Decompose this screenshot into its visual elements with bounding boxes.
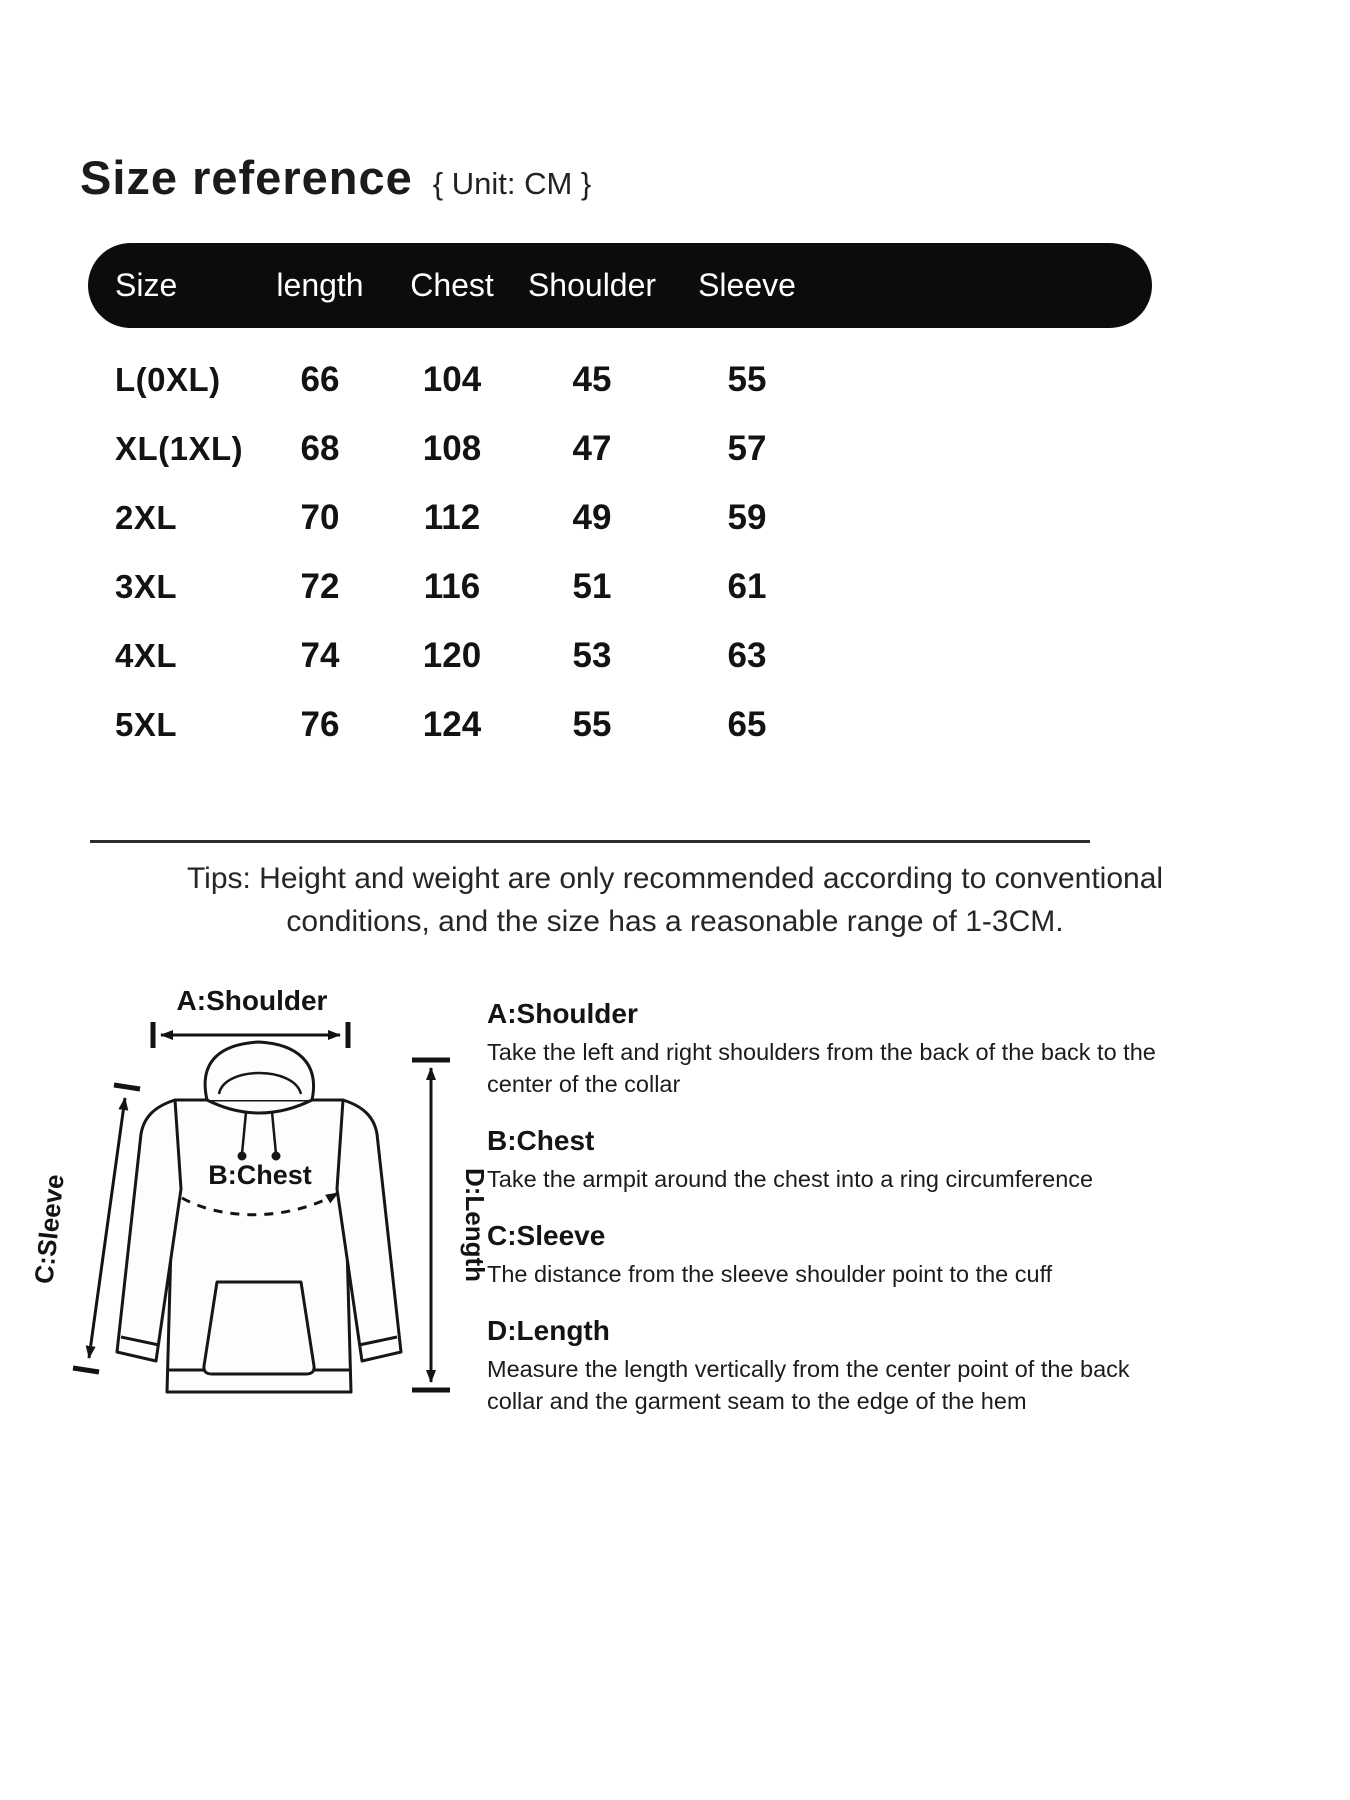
length-cell: 72 bbox=[300, 566, 340, 606]
definition-term-shoulder: A:Shoulder bbox=[487, 998, 638, 1029]
definition-desc-sleeve: The distance from the sleeve shoulder point to the cuff bbox=[487, 1260, 1053, 1287]
chest-cell: 116 bbox=[423, 566, 481, 606]
hoodie-measurement-diagram bbox=[20, 982, 490, 1452]
hoodie-illustration bbox=[117, 1042, 401, 1392]
size-cell: XL(1XL) bbox=[115, 429, 244, 467]
definition-desc-chest: Take the armpit around the chest into a ring circumference bbox=[487, 1165, 1094, 1192]
sleeve-label: C:Sleeve bbox=[28, 1172, 70, 1286]
size-cell: 4XL bbox=[115, 636, 178, 674]
size-table-body bbox=[88, 345, 1152, 759]
shoulder-cell: 55 bbox=[572, 704, 612, 744]
chest-label: B:Chest bbox=[208, 1160, 312, 1190]
definition-desc-shoulder: Take the left and right shoulders from the back of the back to the center of the collar bbox=[487, 1039, 1156, 1097]
sleeve-cell: 57 bbox=[727, 428, 767, 468]
chest-cell: 120 bbox=[422, 635, 482, 675]
sleeve-cell: 65 bbox=[727, 704, 767, 744]
length-cell: 76 bbox=[300, 704, 340, 744]
sleeve-cell: 61 bbox=[727, 566, 767, 606]
shoulder-cell: 53 bbox=[572, 635, 612, 675]
size-cell: 3XL bbox=[115, 567, 178, 605]
size-cell: L(0XL) bbox=[115, 360, 221, 398]
chest-cell: 112 bbox=[423, 497, 481, 537]
definition-term-sleeve: C:Sleeve bbox=[487, 1219, 606, 1251]
sleeve-cell: 55 bbox=[727, 359, 767, 399]
header-shoulder: Shoulder bbox=[527, 267, 657, 303]
header-chest: Chest bbox=[410, 267, 494, 303]
header-size: Size bbox=[115, 267, 178, 303]
length-cell: 66 bbox=[300, 359, 340, 399]
chest-cell: 124 bbox=[422, 704, 482, 744]
measurement-definitions bbox=[487, 998, 1172, 1442]
chest-cell: 104 bbox=[422, 359, 482, 399]
header-length: length bbox=[276, 267, 364, 303]
unit-label: { Unit: CM } bbox=[432, 166, 592, 201]
length-cell: 70 bbox=[300, 497, 340, 537]
table-row bbox=[88, 345, 1152, 414]
length-cell: 74 bbox=[300, 635, 340, 675]
length-cell: 68 bbox=[300, 428, 340, 468]
length-label: D:Length bbox=[460, 1167, 490, 1283]
shoulder-cell: 49 bbox=[572, 497, 612, 537]
definition-desc-length: Measure the length vertically from the center point of the back collar and the garment seam to the edge of the hem bbox=[487, 1355, 1130, 1414]
size-cell: 5XL bbox=[115, 705, 178, 743]
table-row bbox=[88, 552, 1152, 621]
table-row bbox=[88, 483, 1152, 552]
definition-term-chest: B:Chest bbox=[487, 1124, 595, 1156]
sleeve-cell: 63 bbox=[727, 635, 767, 675]
page-title: Size reference bbox=[80, 151, 413, 204]
table-row bbox=[88, 621, 1152, 690]
table-header bbox=[88, 243, 1152, 328]
shoulder-cell: 51 bbox=[572, 566, 612, 606]
size-cell: 2XL bbox=[115, 498, 178, 536]
shoulder-cell: 45 bbox=[572, 359, 612, 399]
chest-cell: 108 bbox=[422, 428, 482, 468]
header-sleeve: Sleeve bbox=[698, 267, 796, 303]
divider-line bbox=[90, 840, 1090, 843]
shoulder-cell: 47 bbox=[572, 428, 612, 468]
table-row bbox=[88, 690, 1152, 759]
sleeve-cell: 59 bbox=[727, 497, 767, 537]
length-arrow bbox=[412, 1060, 450, 1390]
page-title-row bbox=[80, 150, 591, 205]
tips-text: Tips: Height and weight are only recommended according to conventional conditions, and the size has a reasonable range of 1-3CM. bbox=[186, 862, 1164, 938]
shoulder-label: A:Shoulder bbox=[176, 985, 328, 1016]
definition-term-length: D:Length bbox=[487, 1314, 610, 1346]
table-row bbox=[88, 414, 1152, 483]
